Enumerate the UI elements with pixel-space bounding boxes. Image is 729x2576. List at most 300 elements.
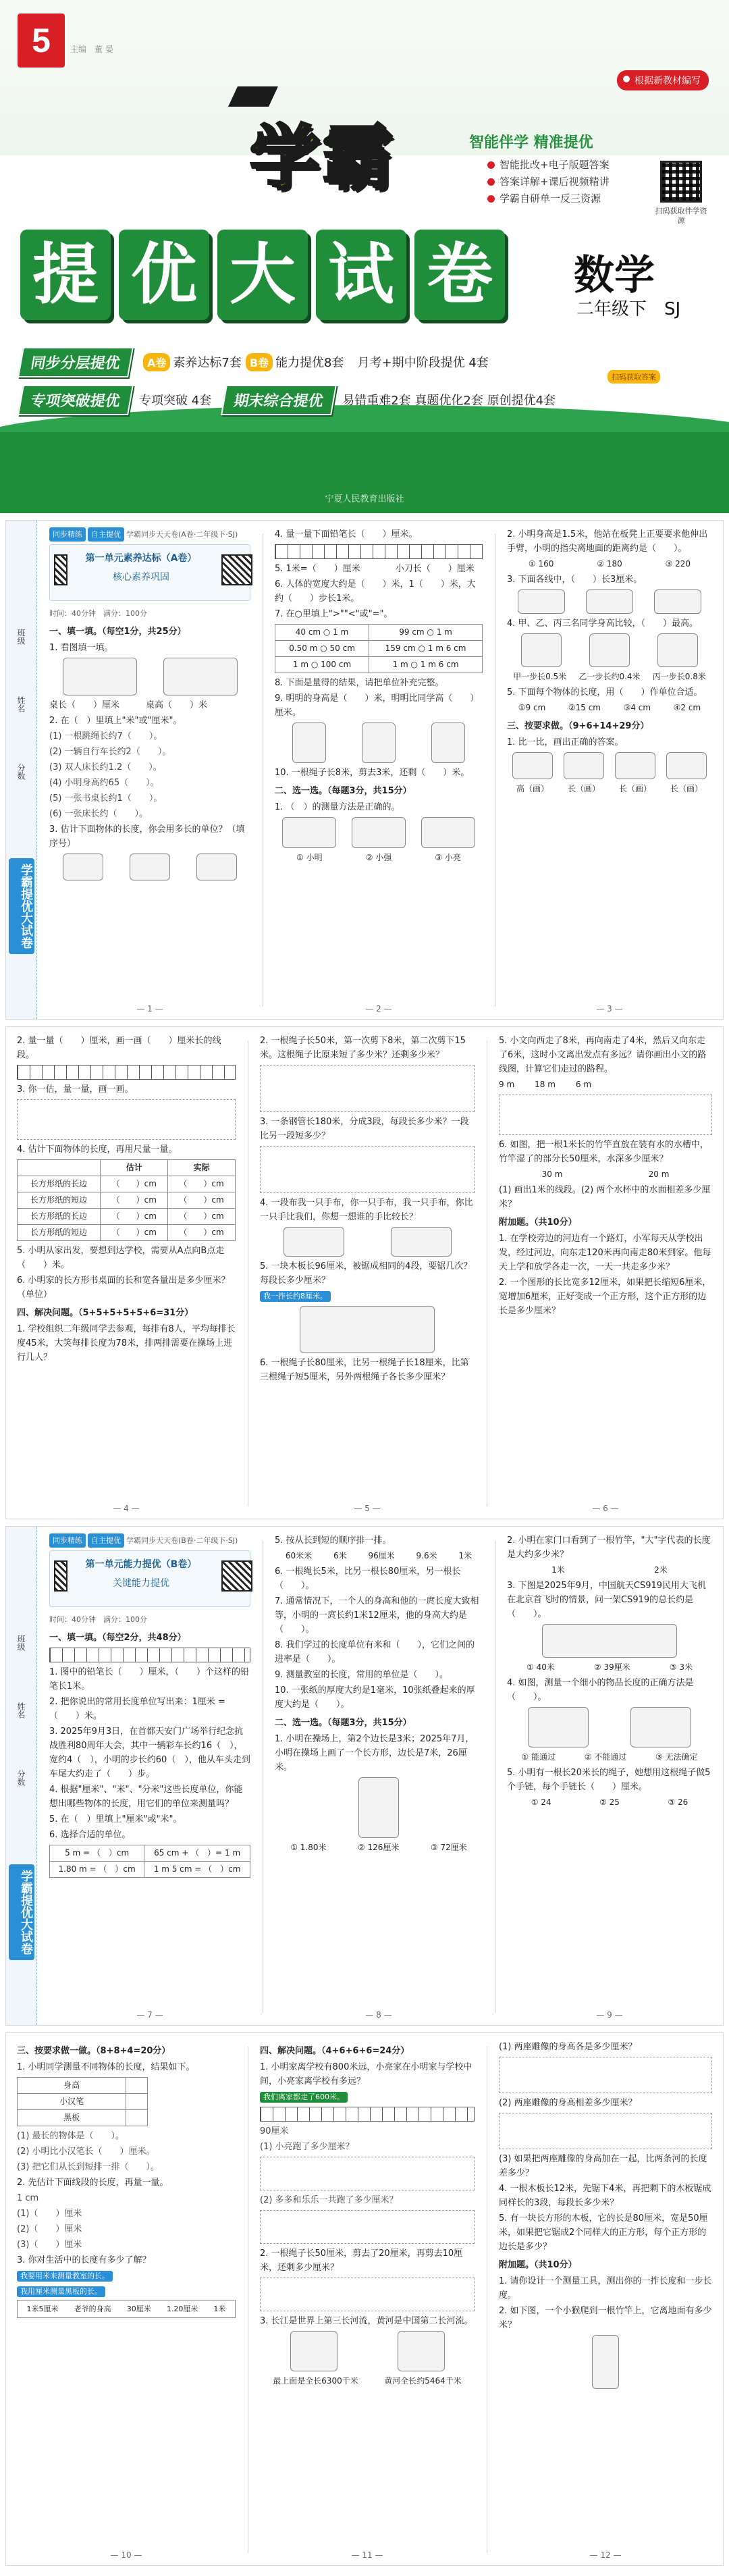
order-item: 96厘米 [368,1551,395,1560]
choice-row [275,851,483,865]
question: 2. 一根绳子长50米，第一次剪下8米，第二次剪下15米。这根绳子比原来短了多少米？还剩多少米？ [260,1036,466,1060]
route-diagram [499,1095,712,1135]
answer-area[interactable] [260,1146,475,1193]
answer-area[interactable] [260,2210,475,2244]
page-3 [496,521,723,1019]
measure-figure [352,817,406,848]
table-cell: （ ）cm [168,1192,236,1209]
question: 5. 小明有一根长20米长的绳子，她想用这根绳子做5个手链，每个手链长（ ）厘米。 [507,1768,711,1792]
desk-figure [63,658,137,695]
question: 3. 下面各线中，（ ）长3厘米。 [507,575,643,585]
statue-figure [398,2331,445,2371]
choice[interactable]: ① 40米 [526,1662,555,1672]
tank-mark: 30 m [541,1169,563,1179]
walker-figure [521,633,562,667]
object-figures [49,853,250,880]
choice-row [275,1841,483,1855]
title-char: 卷 [414,230,505,320]
measure-row: 黑板 [18,2110,126,2126]
chip: 自主提优 [88,1533,124,1548]
question: 1. 学校组织二年级同学去参观，每排有8人，平均每排长度45米，大笑每排长度为78米，排两排需要在操场上进行几人？ [17,1324,236,1363]
question: (1) 画出1米的线段。(2) 两个水杯中的水面相差多少厘米？ [499,1185,711,1209]
tank-marks [499,1167,712,1182]
sub-item: (3) 把它们从长到短排一排（ ）。 [17,2162,160,2172]
question: 6. 选择合适的单位。 [49,1830,131,1840]
question: 7. 在○里填上">""<"或"="。 [275,609,393,619]
class-label: 班级 [16,629,26,645]
time-limit: 时间：40分钟 满分：100分 [49,1615,147,1624]
sub-item: (5) 一张书桌长约1（ ）。 [49,793,163,804]
answer-area[interactable] [499,2057,712,2093]
table-cell: 长方形纸的长边 [18,1176,101,1192]
measure-row: 身高 [18,2078,126,2094]
answer-area[interactable] [499,2113,712,2149]
walker-figure [589,633,630,667]
answer-label: 老爷的身高 [74,2305,111,2313]
score-label: 分数 [16,1770,26,1786]
compare-figure [512,752,553,779]
page-2 [264,521,493,1019]
table-cell: （ ）cm [101,1209,168,1225]
answer-label: 1.20厘米 [166,2305,198,2313]
answer-area[interactable] [260,1065,475,1112]
order-item: 6米 [333,1551,347,1560]
track-figure [260,2107,475,2122]
page-number: — 9 — [596,2010,623,2020]
sub-item: (2) 小明比小汉笔长（ ）厘米。 [17,2147,155,2157]
feature-item: 智能批改+电子版题答案 [486,157,610,174]
question: 6. 小明家的长方形书桌面的长和宽各量出是多少厘米？（单位） [17,1276,230,1300]
question: 1. 请你设计一个测量工具，测出你的一拃长度和一步长度。 [499,2276,712,2301]
choice-row [507,701,712,715]
compare-table [275,624,483,673]
caption: 最上面是全长6300千米 [273,2376,358,2386]
drawing-area[interactable] [17,1099,236,1140]
meta: 学霸同步天天卷(B卷·二年级下·SJ) [126,1536,238,1545]
hint-label: 我们离家都走了600米。 [260,2092,348,2103]
choice[interactable]: ① 160 [528,559,554,569]
speech-bubble: 我要用米来测量教室的长。 [17,2271,113,2282]
badge-a: A卷 [143,353,170,371]
caption: 长（画） [567,784,600,793]
distance-mark: 90厘米 [260,2126,289,2136]
choice-row [507,1795,712,1810]
compare-figure [666,752,707,779]
answer-label: 30厘米 [126,2305,151,2313]
question: 5. 一块木板长96厘米，被锯成相同的4段，要锯几次？每段长多少厘米？ [260,1261,473,1286]
choice[interactable]: ② 25 [599,1797,620,1807]
choice-row [507,557,712,571]
question: 1. 小明同学测量不同物体的长度，结果如下。 [17,2062,195,2072]
brand-title: 学霸 [250,117,396,199]
conversion-cell: 5 m = （ ）cm [50,1845,144,1862]
question: 5. 小文向西走了8米，再向南走了4米，然后又向东走了6米，这时小文离出发点有多远？请你画出小文的路线图，计算它们走过的路程。 [499,1036,707,1074]
choice[interactable]: ② 39厘米 [593,1662,630,1672]
sub-item: (3)（ ）厘米 [17,2240,82,2250]
question: 9. 明明的身高是（ ）米，明明比同学高（ ）厘米。 [275,693,479,718]
pole-marks [507,1563,712,1577]
unit-title: 第一单元能力提优（B卷） [85,1559,197,1570]
feature-item: 答案详解+课后视频精讲 [486,174,610,190]
question: 2. 量一量（ ）厘米，画一画（ ）厘米长的线段。 [17,1036,221,1060]
choice[interactable]: ①9 cm [518,703,546,712]
question: 3. 你一估，量一量，画一画。 [17,1084,134,1095]
subject-title: 数学 [574,252,655,299]
order-item: 1米 [458,1551,473,1560]
table-header [18,1160,101,1176]
grade-label: 二年级下 SJ [576,299,681,319]
name-label: 姓名 [16,1702,26,1718]
measure-figure-row [275,1777,483,1838]
answer-label: 1米5厘米 [26,2305,59,2313]
choice[interactable]: ③ 无法确定 [655,1752,698,1762]
chip: 自主提优 [88,527,124,542]
board-figure [300,1306,435,1353]
question: 8. 下面是量得的结果，请把单位补充完整。 [275,678,444,688]
choice[interactable]: ③4 cm [623,703,651,712]
page-number: — 10 — [110,2550,142,2560]
question: 4. 甲、乙、丙三名同学身高比较，（ ）最高。 [507,619,699,629]
question: 2. 如下图，一个小猴爬到一根竹竿上，它离地面有多少米？ [499,2306,712,2330]
sub-item: (4) 小明身高约65（ ）。 [49,778,159,788]
sub-item: (2)（ ）厘米 [17,2224,82,2234]
route-marks [499,1078,712,1092]
line-figure [586,589,633,614]
question: 4. 量一量下面铅笔长（ ）厘米。 [275,529,418,540]
section-heading: 附加题。（共10分） [499,1217,577,1228]
plane-figure-row [507,1624,712,1658]
unit-subtitle: 核心素养巩固 [113,572,169,583]
table-cell: 长方形纸的短边 [18,1225,101,1241]
question: 2. 小明身高是1.5米，他站在板凳上正要要求他伸出手臂，小明的指尖离地面的距离约是（ ）。 [507,529,708,554]
question: 7. 通常情况下，一个人的身高和他的一庹长度大致相等，小明的一庹长约1米12厘米，他的身高大约是（ ）。 [275,1596,479,1635]
statue-figures [260,2331,475,2371]
title-char: 提 [20,230,111,320]
question: 2. 一根绳子长50厘米，剪去了20厘米，再剪去10厘米，还剩多少厘米？ [260,2249,463,2273]
name-label: 姓名 [16,696,26,712]
compare-figure [615,752,655,779]
section-heading: 四、解决问题。（5+5+5+5+5+6=31分） [17,1308,194,1318]
feature-list [486,157,610,207]
question: 5. 1米=（ ）厘米 小刀长（ ）厘米 [275,564,475,574]
measure-list [17,2077,148,2126]
desk-figures [49,658,250,695]
question: 6. 一根绳长5米，比另一根长80厘米，另一根长（ ）。 [275,1567,461,1591]
section-heading: 一、填一填。（每空2分，共48分） [49,1633,186,1643]
cover-row-2 [20,386,556,413]
slogan: 智能伴学 精准提优 [469,134,593,151]
row2-tag2: 期末综合提优 [221,385,337,415]
binding-sidebar [6,521,37,1019]
line-figure [654,589,701,614]
answer-labels [17,2300,236,2318]
question: 6. 一根绳子长80厘米，比另一根绳子长18厘米，比第三根绳子短5厘米，另外两根绳子各长多少厘米？ [260,1358,469,1382]
title-char: 优 [119,230,209,320]
question: 10. 一张纸的厚度大约是1毫米，10张纸叠起来的厚度大约是（ ）。 [275,1685,475,1710]
section-heading: 四、解决问题。（4+6+6+6=24分） [260,2046,410,2056]
qr-code-icon[interactable] [221,554,252,585]
page-4 [6,1027,246,1519]
compare-cell: 0.50 m ○ 50 cm [275,641,369,657]
estimate-table [17,1159,236,1241]
feature-item: 学霸自研单一反三资源 [486,190,610,207]
ruler-figure [275,544,483,559]
section-heading: 三、按要求做。（9+6+14+29分） [507,721,649,731]
board-figure-row [260,1306,475,1353]
book-cover [0,0,729,513]
page-number: — 4 — [113,1504,140,1513]
question: 1. 图中的铅笔长（ ）厘米，（ ）个这样的铅笔长1米。 [49,1667,250,1691]
question: 6. 人体的宽度大约是（ ）米，1（ ）米，大约（ ）步长1米。 [275,579,476,604]
score-label: 分数 [16,764,26,780]
caption: 甲一步长0.5米 [513,672,567,681]
sub-item: (6) 一张床长约（ ）。 [49,809,148,819]
table-cell: 长方形纸的短边 [18,1192,101,1209]
question: 3. 2025年9月3日，在首都天安门广场举行纪念抗战胜利80周年大会，其中一辆彩车长约16（ ），宽约4（ ），小明的步长约60（ ），他从车头走到车尾大约走了（ ）步。 [49,1727,250,1779]
question: (2) 两座雕像的身高相差多少厘米？ [499,2098,637,2108]
qr-code-icon[interactable] [660,161,702,203]
sub-item: (1) 最长的物体是（ ）。 [17,2131,125,2141]
time-limit: 时间：40分钟 满分：100分 [49,609,147,618]
question: 4. 一段布我一只手布，你一只手布，我一只手布，你比一只手比我们，你想一想谁的手比较长？ [260,1198,473,1222]
pole-mark: 2米 [654,1565,668,1575]
question: 4. 估计下面物体的长度，再用尺量一量。 [17,1145,178,1155]
conversion-cell: 65 cm + （ ）= 1 m [144,1845,250,1862]
question: 4. 根据"厘米"、"米"、"分米"这些长度单位，你能想出哪些物体的长度，用它们的单位来测量吗？ [49,1785,243,1809]
page-number: — 2 — [365,1004,392,1014]
editor-line: 主编 董 晏 [70,45,113,54]
answer-area[interactable] [260,2278,475,2311]
page-number: — 12 — [589,2550,622,2560]
table-cell: （ ）cm [168,1176,236,1192]
page-7 [38,1527,261,2025]
page-12 [488,2033,723,2565]
caption: 长（画） [670,784,703,793]
compare-cell: 1 m ○ 100 cm [275,657,369,673]
route-mark: 18 m [535,1080,556,1089]
title-char: 试 [316,230,406,320]
page-number: — 8 — [365,2010,392,2020]
page-number: — 11 — [351,2550,383,2560]
walker-figures [507,633,712,667]
question: 3. 一条钢管长180米，分成3段，每段长多少米？一段比另一段短多少？ [260,1117,469,1141]
choice[interactable]: ④2 cm [673,703,701,712]
title-char: 大 [217,230,308,320]
sub-item: (2) 多多和乐乐一共跑了多少厘米？ [260,2195,398,2205]
section-heading: 二、选一选。（每题3分，共15分） [275,786,412,796]
unit-subtitle: 关键能力提优 [113,1578,169,1589]
chip: 同步精练 [49,527,86,542]
table-header: 实际 [168,1160,236,1176]
conversion-cell: 1 m 5 cm = （ ）cm [144,1862,250,1878]
walker-figure [657,633,698,667]
speech-bubble: 我用厘米测量黑板的长。 [17,2286,105,2297]
page-11 [249,2033,485,2565]
table-cell: （ ）cm [101,1176,168,1192]
compare-cell: 159 cm ○ 1 m 6 cm [369,641,483,657]
monkey-figure-row [499,2335,712,2389]
question: 3. 你对生活中的长度有多少了解？ [17,2255,151,2265]
question: 6. 如图，把一根1米长的竹竿直放在装有水的水槽中，竹竿湿了的部分长50厘米，水深多少厘米？ [499,1140,709,1164]
object-figure [196,853,237,880]
hint-label: 我一拃长约8厘米。 [260,1291,331,1302]
measure-figures [275,817,483,848]
table-cell: （ ）cm [101,1192,168,1209]
spread-3 [5,1526,724,2026]
answer-label: 1米 [213,2305,226,2313]
choice[interactable]: ③ 26 [668,1797,688,1807]
hand-figure [391,1227,452,1257]
measure-row: 小汉笔 [18,2094,126,2110]
child-figure [362,722,396,763]
sub-item: (2) 一辆自行车长约2（ ）。 [49,747,171,757]
compare-cell: 40 cm ○ 1 m [275,625,369,641]
question: 4. 如图，测量一个细小的物品长度的正确方法是（ ）。 [507,1678,694,1702]
ruler-figure [17,1065,236,1080]
binding-sidebar [6,1527,37,2025]
badge-b: B卷 [246,353,273,371]
choice[interactable]: ① 1.80米 [290,1843,327,1852]
edition-badge: 根据新教材编写 [617,70,709,90]
spread-1 [5,520,724,1020]
page-number: — 7 — [136,2010,163,2020]
child-figure [292,722,326,763]
caption: 丙一步长0.8米 [652,672,706,681]
section-heading: 二、选一选。（每题3分，共15分） [275,1718,412,1728]
table-cell: （ ）cm [168,1209,236,1225]
order-row [275,1549,483,1563]
sidebar-brand: 学霸提优大试卷 [9,1864,34,1960]
line-figures [507,589,712,614]
page-number: — 3 — [596,1004,623,1014]
gate-figure-row [507,1707,712,1747]
child-figure [431,722,465,763]
question: 1. 看图填一填。 [49,643,113,653]
object-figure [63,853,103,880]
tank-mark: 20 m [648,1169,670,1179]
question: 3. 估计下面物体的长度，你会用多长的单位？（填序号） [49,824,245,849]
page-5 [249,1027,485,1519]
question: 1. （ ）的测量方法是正确的。 [275,802,400,812]
series-logo: 5 [18,14,65,68]
choice-row [507,1660,712,1675]
answer-area[interactable] [260,2157,475,2190]
publisher: 宁夏人民教育出版社 [325,494,404,504]
section-heading: 一、填一填。（每空1分，共25分） [49,627,186,637]
choice[interactable]: ② 126厘米 [357,1843,400,1852]
row1-tag: 同步分层提优 [18,347,134,377]
question: 2. 在（ ）里填上"米"或"厘米"。 [49,716,182,726]
choice[interactable]: ②15 cm [568,703,601,712]
choice[interactable]: ① 小明 [296,853,323,862]
choice[interactable]: ③ 3米 [669,1662,693,1672]
choice[interactable]: ① 能通过 [521,1752,556,1762]
page-9 [496,1527,723,2025]
sub-item: (1) 小亮跑了多少厘米？ [260,2142,354,2152]
meta: 学霸同步天天卷(A卷·二年级下·SJ) [126,530,238,539]
row1-c: 月考+期中阶段提优 4套 [357,356,489,370]
compare-figure [564,752,604,779]
sub-item: (1)（ ）厘米 [17,2209,82,2219]
question: 5. 按从长到短的顺序排一排。 [275,1535,392,1546]
sub-item: (1) 一根跳绳长约7（ ）。 [49,731,163,741]
gate-figure [528,1707,589,1747]
truck-figure [630,1707,691,1747]
measure-figure [282,817,336,848]
page-8 [264,1527,493,2025]
caption: 黄河全长约5464千米 [384,2376,462,2386]
qr-caption: 扫码获取伴学资源 [655,207,707,225]
question: 5. 下面每个物体的长度，用（ ）作单位合适。 [507,687,703,698]
row2-a: 专项突破 4套 [139,394,212,408]
table-cell: 长方形纸的长边 [18,1209,101,1225]
question: 桌长（ ）厘米 桌高（ ）米 [49,700,208,710]
page-1 [38,521,261,1019]
choice[interactable]: ① 24 [531,1797,551,1807]
choice[interactable]: ③ 220 [665,559,691,569]
choice[interactable]: ② 180 [597,559,622,569]
question: (1) 两座雕像的身高各是多少厘米？ [499,2042,637,2052]
question: 5. 在（ ）里填上"厘米"或"米"。 [49,1814,182,1824]
sidebar-brand: 学霸提优大试卷 [9,858,34,954]
plane-figure [542,1624,677,1658]
choice[interactable]: ② 小强 [365,853,392,862]
section-heading: 附加题。（共10分） [499,2260,577,2270]
ruler-figure [49,1648,250,1662]
class-label: 班级 [16,1635,26,1651]
pole-mark: 1米 [551,1565,565,1575]
section-heading: 三、按要求做一做。（8+8+4=20分） [17,2046,171,2056]
choice[interactable]: ② 不能通过 [584,1752,627,1762]
hand-figure [284,1227,344,1257]
page-number: — 5 — [354,1504,381,1513]
qr-code-icon[interactable] [221,1560,252,1592]
measure-figure [421,817,475,848]
caption-row [507,670,712,684]
conversion-table [49,1845,250,1878]
route-mark: 6 m [575,1080,592,1089]
caption: 乙一步长约0.4米 [578,672,641,681]
caption: 长（画） [618,784,651,793]
line-figure [518,589,565,614]
hand-figures [260,1227,475,1257]
unit-header [49,544,250,601]
question: 2. 一个图形的长比宽多12厘米，如果把长缩短6厘米，宽增加6厘米，正好变成一个正方形，这个正方形的边长是多少厘米？ [499,1278,711,1316]
question: 3. 长江是世界上第三长河流，黄河是中国第二长河流。 [260,2316,473,2326]
pole-figure [592,2335,619,2389]
question: 8. 我们学过的长度单位有米和（ ），它们之间的进率是（ ）。 [275,1640,475,1664]
table-header: 估计 [101,1160,168,1176]
page-number: — 6 — [592,1504,619,1513]
page-number: — 1 — [136,1004,163,1014]
question: 10. 一根绳子长8米，剪去3米，还剩（ ）米。 [275,768,470,778]
caption: 高（画） [516,784,549,793]
row1-b: 能力提优8套 [275,356,344,370]
cover-row-1 [20,348,489,375]
choice[interactable]: ③ 72厘米 [430,1843,467,1852]
choice-row [507,1750,712,1764]
question: (3) 如果把两座雕像的身高加在一起，比两条河的长度差多少？ [499,2154,707,2178]
compare-cell: 1 m ○ 1 m 6 cm [369,657,483,673]
question: 5. 小明从家出发，要想到达学校，需要从A点向B点走（ ）米。 [17,1246,225,1270]
question: 2. 把你说出的常用长度单位写出来：1厘米 = （ ）米。 [49,1697,225,1721]
question: 2. 先估计下面线段的长度，再量一量。 [17,2178,169,2188]
sub-item: (3) 双人床长约1.2（ ）。 [49,762,162,772]
choice[interactable]: ③ 小亮 [435,853,461,862]
order-item: 60米米 [285,1551,313,1560]
conversion-cell: 1.80 m = （ ）cm [50,1862,144,1878]
question: 5. 有一块长方形的木板，它的长是80厘米，宽是50厘米，如果把它锯成2个同样大的正方形，每个正方形的边长是多少？ [499,2213,708,2252]
